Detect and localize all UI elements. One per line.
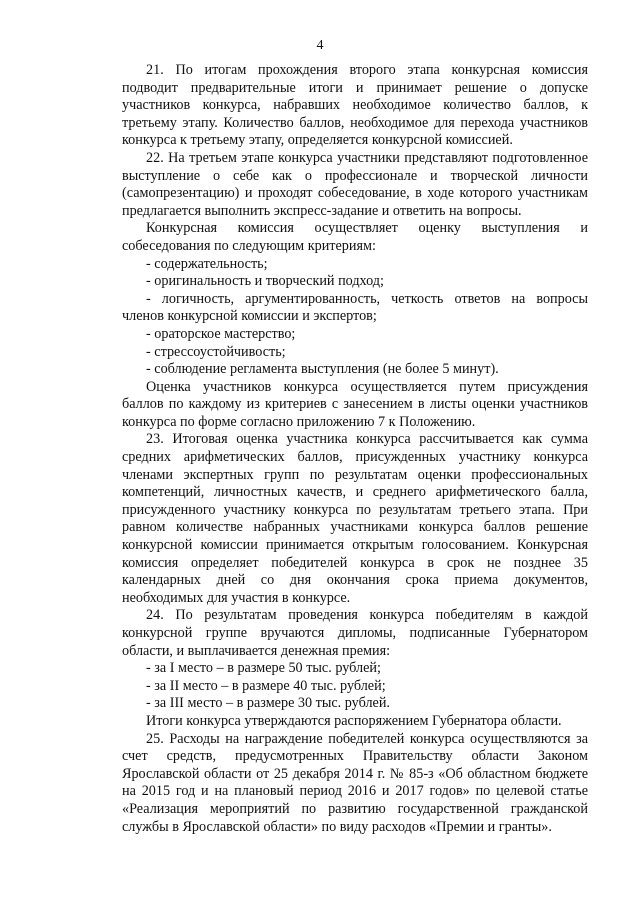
criteria-item: - оригинальность и творческий подход; xyxy=(146,273,384,290)
criteria-item: - соблюдение регламента выступления (не более 5 минут). xyxy=(146,361,499,378)
criteria-intro: Конкурсная комиссия осуществляет оценку выступления и собеседования по следующим критериям: xyxy=(122,220,588,254)
criteria-item: - содержательность; xyxy=(146,255,268,272)
paragraph-21: 21. По итогам прохождения второго этапа конкурсная комиссия подводит предварительные итоги и принимает решение о допуске участников конкурса, набравших необходимое количество баллов, к третьему этапу. Количество баллов, необходимое для перехода участников конкурса к третьему этапу, определяется конкурсной комиссией. xyxy=(122,62,588,149)
prize-item: - за I место – в размере 50 тыс. рублей; xyxy=(146,660,381,677)
criteria-item: - ораторское мастерство; xyxy=(146,325,296,342)
prize-item: - за III место – в размере 30 тыс. рублей. xyxy=(146,695,390,712)
criteria-item: - логичность, аргументированность, четкость ответов на вопросы членов конкурсной комиссии и экспертов; xyxy=(122,290,588,325)
evaluation-paragraph: Оценка участников конкурса осуществляется путем присуждения баллов по каждому из критериев с занесением в листы оценки участников конкурса по форме согласно приложению 7 к Положению. xyxy=(122,378,588,430)
paragraph-24: 24. По результатам проведения конкурса победителям в каждой конкурсной группе вручаются дипломы, подписанные Губернатором области, и выплачивается денежная премия: xyxy=(122,607,588,659)
prize-item: - за II место – в размере 40 тыс. рублей; xyxy=(146,677,386,694)
paragraph-22: 22. На третьем этапе конкурса участники представляют подготовленное выступление о себе как о профессионале и творческой личности (самопрезентацию) и проходят собеседование, в ходе которого участникам предлагается выполнить экспресс-задание и ответить на вопросы. xyxy=(122,149,588,219)
results-approval: Итоги конкурса утверждаются распоряжением Губернатора области. xyxy=(146,712,562,729)
page-number: 4 xyxy=(316,38,324,53)
paragraph-23: 23. Итоговая оценка участника конкурса рассчитывается как сумма средних арифметических баллов, присужденных участнику конкурса членами экспертных групп по результатам оценки профессиональных компетенций, личностных качеств, и среднего арифметического балла, присужденного участнику конкурса по результатам третьего этапа. При равном количестве набранных участниками конкурса баллов решение конкурсной комиссии принимается открытым голосованием. Конкурсная комиссия определяет победителей конкурса в срок не позднее 35 календарных дней со дня окончания срока приема документов, необходимых для участия в конкурсе. xyxy=(122,431,588,606)
paragraph-25: 25. Расходы на награждение победителей конкурса осуществляются за счет средств, предусмотренных Правительству области Законом Ярославской области от 25 декабря 2014 г. № 85-з «Об областном бюджете на 2015 год и на плановый период 2016 и 2017 годов» по целевой статье «Реализация мероприятий по развитию государственной гражданской службы в Ярославской области» по виду расходов «Премии и гранты». xyxy=(122,730,588,835)
document-body xyxy=(122,62,588,836)
criteria-item: - стрессоустойчивость; xyxy=(146,343,286,360)
